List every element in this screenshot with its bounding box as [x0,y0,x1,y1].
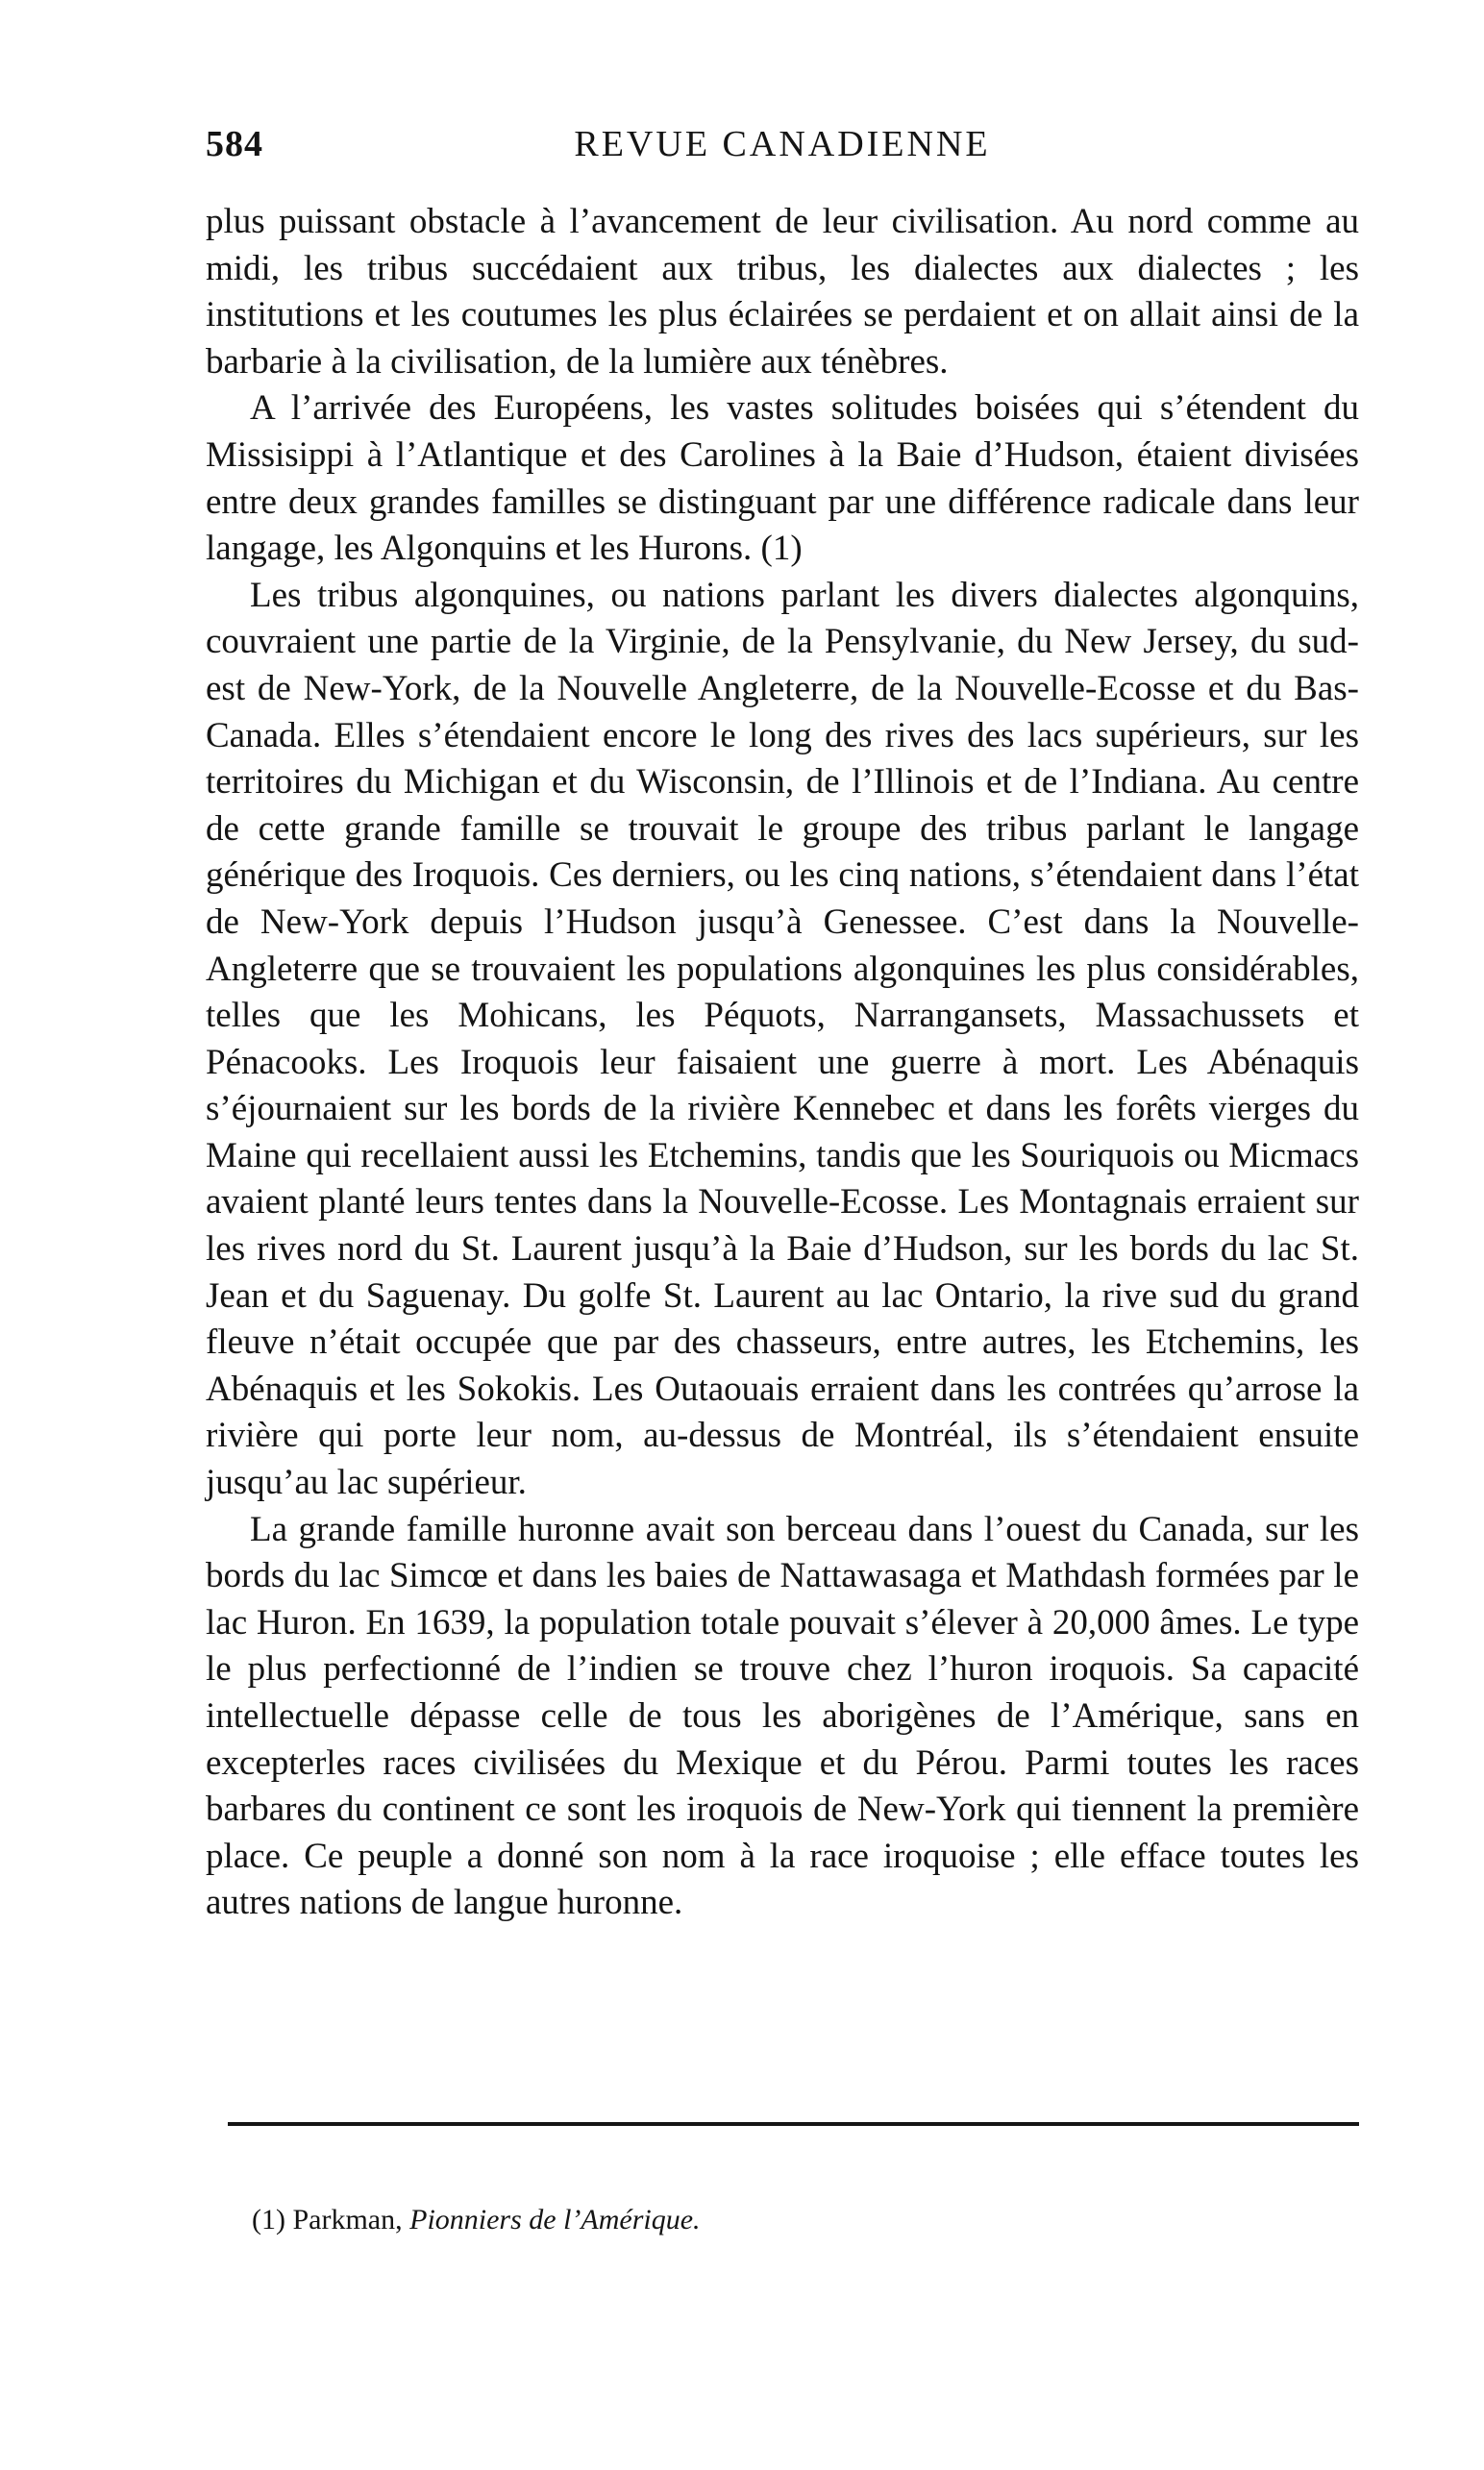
body-text [206,199,1359,1927]
paragraph-1: plus puissant obstacle à l’avancement de leur civilisation. Au nord comme au midi, les tribus succédaient aux tribus, les dialectes aux dialectes ; les institutions et les coutumes les plus éclairées se perdaient et on allait ainsi de la barbarie à la civilisation, de la lumière aux ténèbres. [206,202,1359,382]
paragraph-3: Les tribus algonquines, ou nations parlant les divers dialectes algonquins, couvraient une partie de la Virginie, de la Pensylvanie, du New Jersey, du sud-est de New-York, de la Nouvelle Angleterre, de la Nouvelle-Ecosse et du Bas-Canada. Elles s’étendaient encore le long des rives des lacs supérieurs, sur les territoires du Michigan et du Wisconsin, de l’Illinois et de l’Indiana. Au centre de cette grande famille se trouvait le groupe des tribus parlant le langage générique des Iroquois. Ces derniers, ou les cinq nations, s’étendaient dans l’état de New-York depuis l’Hudson jusqu’à Genessee. C’est dans la Nouvelle-Angleterre que se trouvaient les populations algonquines les plus considérables, telles que les Mohicans, les Péquots, Narrangansets, Massachussets et Pénacooks. Les Iroquois leur faisaient une guerre à mort. Les Abénaquis s’éjournaient sur les bords de la rivière Kennebec et dans les forêts vierges du Maine qui recellaient aussi les Etchemins, tandis que les Souriquois ou Micmacs avaient planté leurs tentes dans la Nouvelle-Ecosse. Les Montagnais erraient sur les rives nord du St. Laurent jusqu’à la Baie d’Hudson, sur les bords du lac St. Jean et du Saguenay. Du golfe St. Laurent au lac Ontario, la rive sud du grand fleuve n’était occupée que par des chasseurs, entre autres, les Etchemins, les Abénaquis et les Sokokis. Les Outaouais erraient dans les contrées qu’arrose la rivière qui porte leur nom, au-dessus de Montréal, ils s’étendaient ensuite jusqu’au lac supérieur. [206,575,1359,1503]
running-title: REVUE CANADIENNE [574,124,991,164]
footnote-divider [228,2122,1359,2126]
footnote-marker: (1) [252,2204,285,2235]
footnote-title: Pionniers de l’Amérique. [409,2204,701,2235]
footnote-author: Parkman, [292,2204,403,2235]
paragraph-2: A l’arrivée des Européens, les vastes solitudes boisées qui s’étendent du Missisippi à l’Atlantique et des Carolines à la Baie d’Hudson, étaient divisées entre deux grandes familles se distinguant par une différence radicale dans leur langage, les Algonquins et les Hurons. (1) [206,388,1359,569]
page-number: 584 [206,124,263,164]
paragraph-4: La grande famille huronne avait son berceau dans l’ouest du Canada, sur les bords du lac Simcœ et dans les baies de Nattawasaga et Mathdash formées par le lac Huron. En 1639, la population totale pouvait s’élever à 20,000 âmes. Le type le plus perfectionné de l’indien se trouve chez l’huron iroquois. Sa capacité intellectuelle dépasse celle de tous les aborigènes de l’Amérique, sans en excepterles races civilisées du Mexique et du Pérou. Parmi toutes les races barbares du continent ce sont les iroquois de New-York qui tiennent la première place. Ce peuple a donné son nom à la race iroquoise ; elle efface toutes les autres nations de langue huronne. [206,1509,1359,1923]
footnote [252,2201,701,2239]
page-header [206,123,1359,177]
